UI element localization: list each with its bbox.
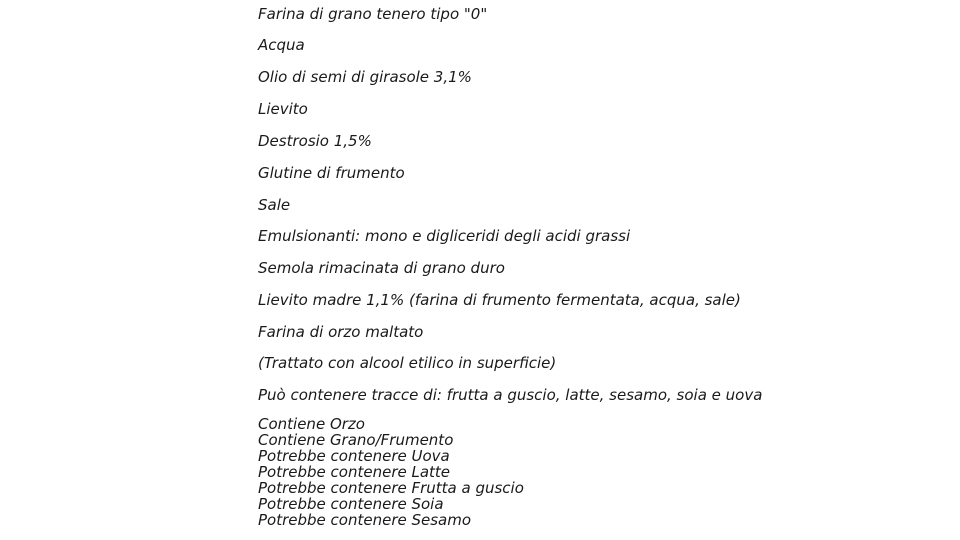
ingredient-line: (Trattato con alcool etilico in superficie)	[258, 354, 557, 372]
ingredient-line: Lievito	[258, 100, 308, 118]
ingredient-line: Olio di semi di girasole 3,1%	[258, 68, 472, 86]
ingredient-line: Sale	[258, 196, 291, 214]
may-contain-traces: Può contenere tracce di: frutta a guscio, latte, sesamo, soia e uova	[258, 386, 763, 404]
allergen-item: Contiene Orzo	[258, 415, 365, 433]
ingredient-line: Semola rimacinata di grano duro	[258, 259, 505, 277]
allergen-item: Potrebbe contenere Frutta a guscio	[258, 479, 524, 497]
allergen-item: Potrebbe contenere Soia	[258, 495, 444, 513]
ingredient-line: Emulsionanti: mono e digliceridi degli acidi grassi	[258, 227, 631, 245]
allergen-list	[258, 416, 524, 528]
ingredient-line: Glutine di frumento	[258, 164, 405, 182]
ingredient-line: Farina di grano tenero tipo "0"	[258, 5, 488, 23]
allergen-item: Potrebbe contenere Sesamo	[258, 511, 472, 529]
ingredient-line: Farina di orzo maltato	[258, 323, 424, 341]
allergen-item: Potrebbe contenere Latte	[258, 463, 451, 481]
ingredient-line: Destrosio 1,5%	[258, 132, 372, 150]
allergen-item: Potrebbe contenere Uova	[258, 447, 450, 465]
ingredient-line: Acqua	[258, 36, 305, 54]
allergen-item: Contiene Grano/Frumento	[258, 431, 454, 449]
ingredient-line: Lievito madre 1,1% (farina di frumento fermentata, acqua, sale)	[258, 291, 741, 309]
ingredients-panel	[258, 0, 898, 540]
